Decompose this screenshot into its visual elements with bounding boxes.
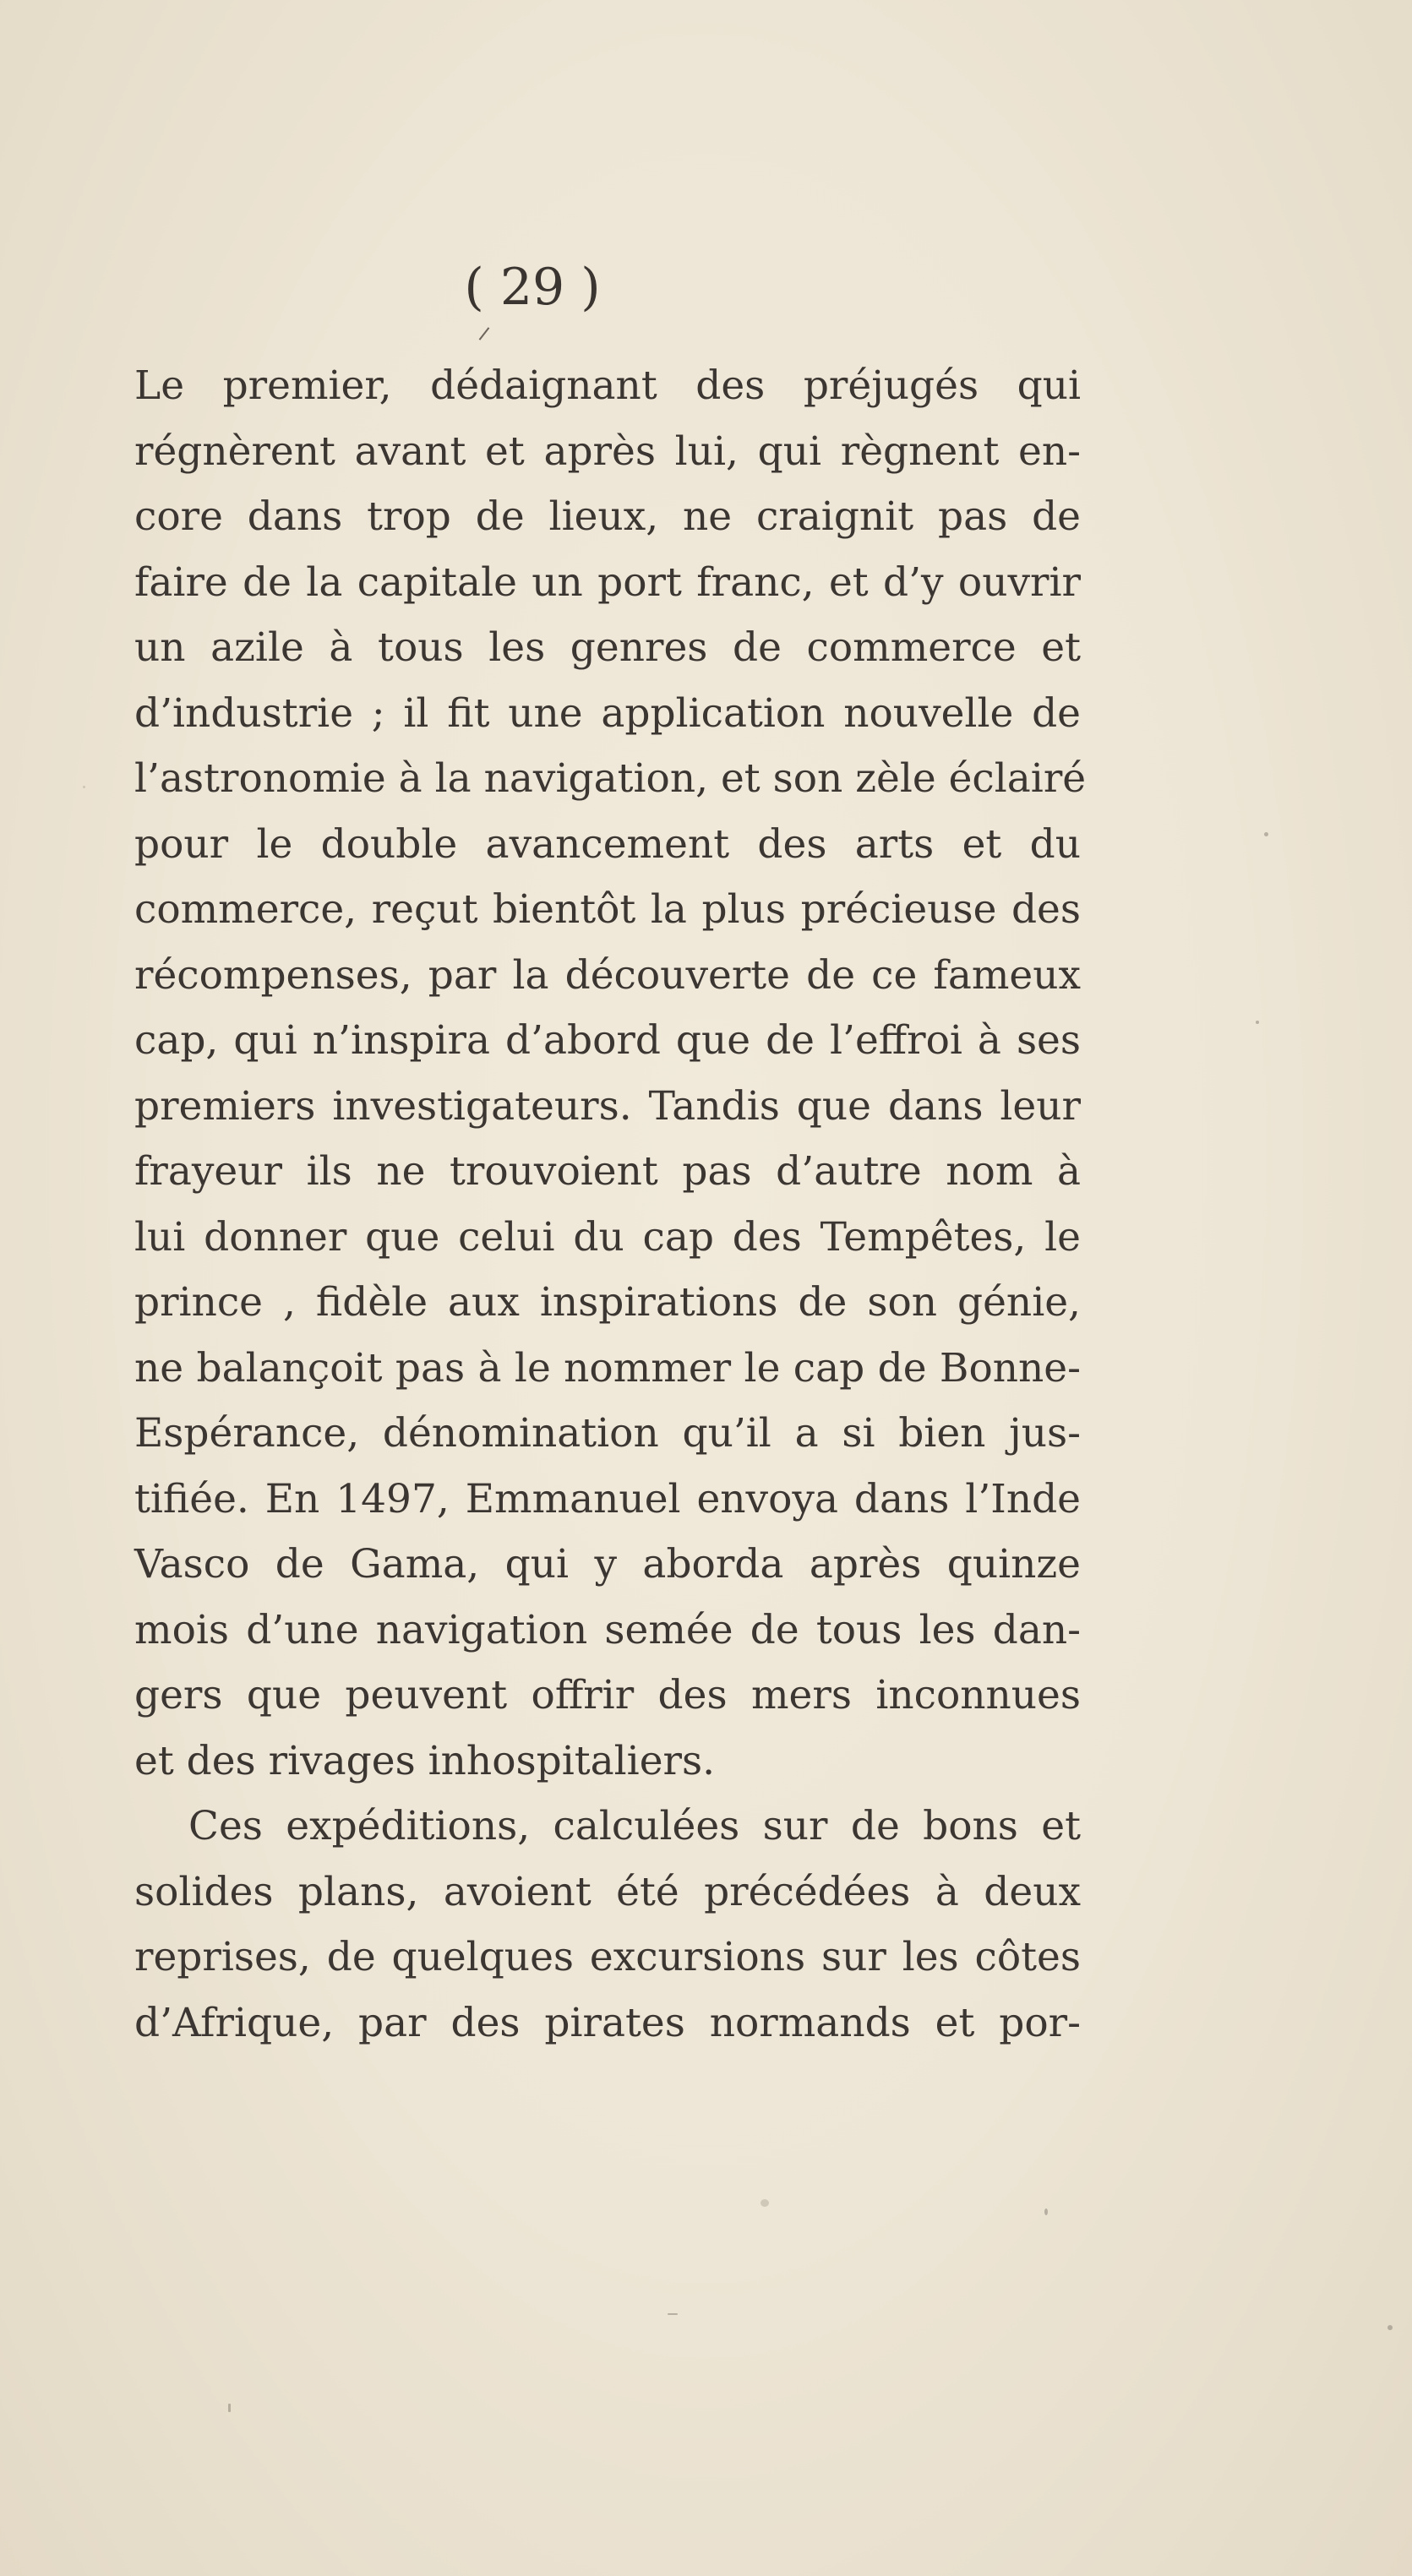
- text-line: et des rivages inhospitaliers.: [134, 1737, 716, 1784]
- text-line: récompenses, par la découverte de ce fameux: [134, 951, 1081, 999]
- paper-speck: [668, 2313, 678, 2315]
- text-line: Espérance, dénomination qu’il a si bien jus-: [134, 1410, 1081, 1457]
- paper-speck: [1256, 1021, 1259, 1024]
- page-number: [0, 253, 1065, 321]
- text-line: régnèrent avant et après lui, qui règnent en-: [134, 428, 1081, 475]
- text-line: pour le double avancement des arts et du: [134, 820, 1081, 868]
- text-line: commerce, reçut bientôt la plus précieuse des: [134, 886, 1081, 933]
- paper-speck: [1387, 2325, 1393, 2330]
- text-line: Vasco de Gama, qui y aborda après quinze: [134, 1541, 1081, 1588]
- text-line: premiers investigateurs. Tandis que dans leur: [134, 1082, 1081, 1130]
- text-line: gers que peuvent offrir des mers inconnues: [134, 1672, 1081, 1718]
- ink-mark: [479, 327, 490, 340]
- page-number-text: ( 29 ): [464, 258, 601, 317]
- paper-speck: [1044, 2208, 1048, 2215]
- paper-speck: [761, 2199, 769, 2207]
- text-line: frayeur ils ne trouvoient pas d’autre nom à: [134, 1148, 1081, 1195]
- text-line: solides plans, avoient été précédées à deux: [134, 1868, 1081, 1915]
- paper-speck: [1264, 832, 1268, 836]
- text-line: core dans trop de lieux, ne craignit pas de: [134, 493, 1081, 540]
- paragraph-2: [134, 1794, 1081, 2056]
- text-line: l’astronomie à la navigation, et son zèle éclairé: [134, 755, 1087, 802]
- text-line: d’Afrique, par des pirates normands et por-: [134, 1999, 1081, 2046]
- text-line: faire de la capitale un port franc, et d’y ouvrir: [134, 558, 1081, 606]
- text-line: cap, qui n’inspira d’abord que de l’effroi à ses: [134, 1017, 1081, 1064]
- text-line: Le premier, dédaignant des préjugés qui: [134, 362, 1081, 409]
- text-line: prince , fidèle aux inspirations de son génie,: [134, 1279, 1081, 1326]
- text-line: ne balançoit pas à le nommer le cap de Bonne-: [134, 1344, 1081, 1391]
- text-line: Ces expéditions, calculées sur de bons et: [188, 1803, 1081, 1849]
- text-line: lui donner que celui du cap des Tempêtes, le: [134, 1213, 1081, 1261]
- text-line: d’industrie ; il fit une application nouvelle de: [134, 689, 1081, 737]
- text-line: reprises, de quelques excursions sur les côtes: [134, 1934, 1081, 1980]
- paper-speck: [228, 2404, 231, 2412]
- text-line: un azile à tous les genres de commerce et: [134, 624, 1081, 671]
- text-line: tifiée. En 1497, Emmanuel envoya dans l’Inde: [134, 1475, 1081, 1522]
- text-line: mois d’une navigation semée de tous les dan-: [134, 1606, 1081, 1653]
- paragraph-1: [134, 353, 1087, 1794]
- paper-speck: [83, 786, 85, 788]
- body-text: [134, 353, 1087, 2056]
